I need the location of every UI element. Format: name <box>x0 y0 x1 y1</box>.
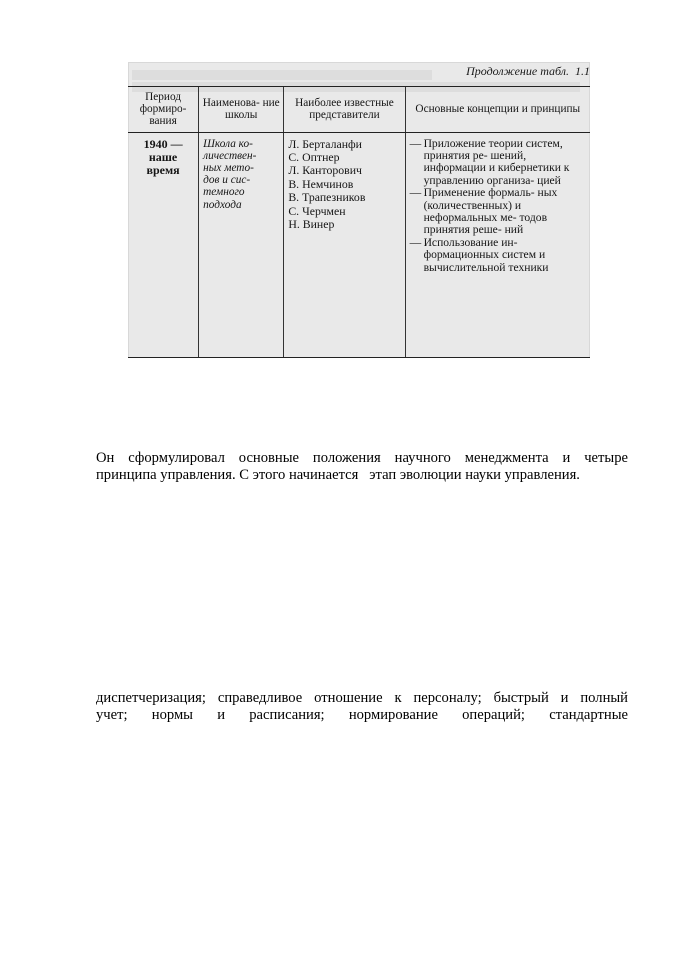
concept-item: — Применение формаль- ных (количественных) и неформальных ме- тодов принятия реше- ний <box>410 187 586 237</box>
representative: Л. Берталанфи <box>288 136 362 151</box>
paragraph-line: диспетчеризация; справедливое отношение к персоналу; быстрый и полный <box>96 690 628 706</box>
paragraph-line: Он сформулировал основные положения научного менеджмента и четыре <box>96 450 628 466</box>
school-line: ных мето- <box>203 162 254 175</box>
header-representatives: Наиболее известные представители <box>284 87 405 133</box>
concept-item: — Использование ин- формационных систем и вычислительной техники <box>410 237 586 274</box>
paragraph-line: учет; нормы и расписания; нормирование операций; стандартные <box>96 707 628 723</box>
schools-table <box>128 86 590 358</box>
header-period: Период формиро- вания <box>128 87 199 133</box>
school-line: подхода <box>203 198 242 211</box>
scanned-table-image <box>128 62 590 358</box>
table-row <box>128 132 590 357</box>
concept-item: — Приложение теории систем, принятия ре- шений, информации и кибернетики к управлению организа- цией <box>410 138 586 188</box>
period-line: наше <box>148 149 178 164</box>
paragraph-line: принципа управления. С этого начинается этап эволюции науки управления. <box>96 467 580 483</box>
school-line: дов и сис- <box>203 174 251 187</box>
period-line: 1940 — <box>143 136 183 151</box>
period-line: время <box>146 162 180 177</box>
table-caption <box>466 64 590 79</box>
representative: Н. Винер <box>288 217 335 232</box>
bleed-through-text <box>132 70 432 80</box>
table-header-row <box>128 87 590 133</box>
representative: С. Оптнер <box>288 150 340 165</box>
representative: С. Черчмен <box>288 203 346 218</box>
cell-representatives <box>284 132 405 357</box>
representative: Л. Канторович <box>288 163 362 178</box>
school-line: темного <box>203 186 245 199</box>
cell-school-name <box>199 132 284 357</box>
paragraph-principles-list <box>96 690 628 724</box>
cell-period <box>128 132 199 357</box>
cell-concepts <box>405 132 590 357</box>
table-caption-label: Продолжение табл. <box>466 64 569 78</box>
header-school-name: Наименова- ние школы <box>199 87 284 133</box>
representative: В. Немчинов <box>288 176 354 191</box>
school-line: Школа ко- <box>203 137 253 150</box>
representative: В. Трапезников <box>288 190 366 205</box>
paragraph-scientific-management <box>96 450 628 484</box>
table-caption-number: 1.1 <box>575 64 590 78</box>
header-concepts: Основные концепции и принципы <box>405 87 590 133</box>
school-line: личествен- <box>203 149 257 162</box>
